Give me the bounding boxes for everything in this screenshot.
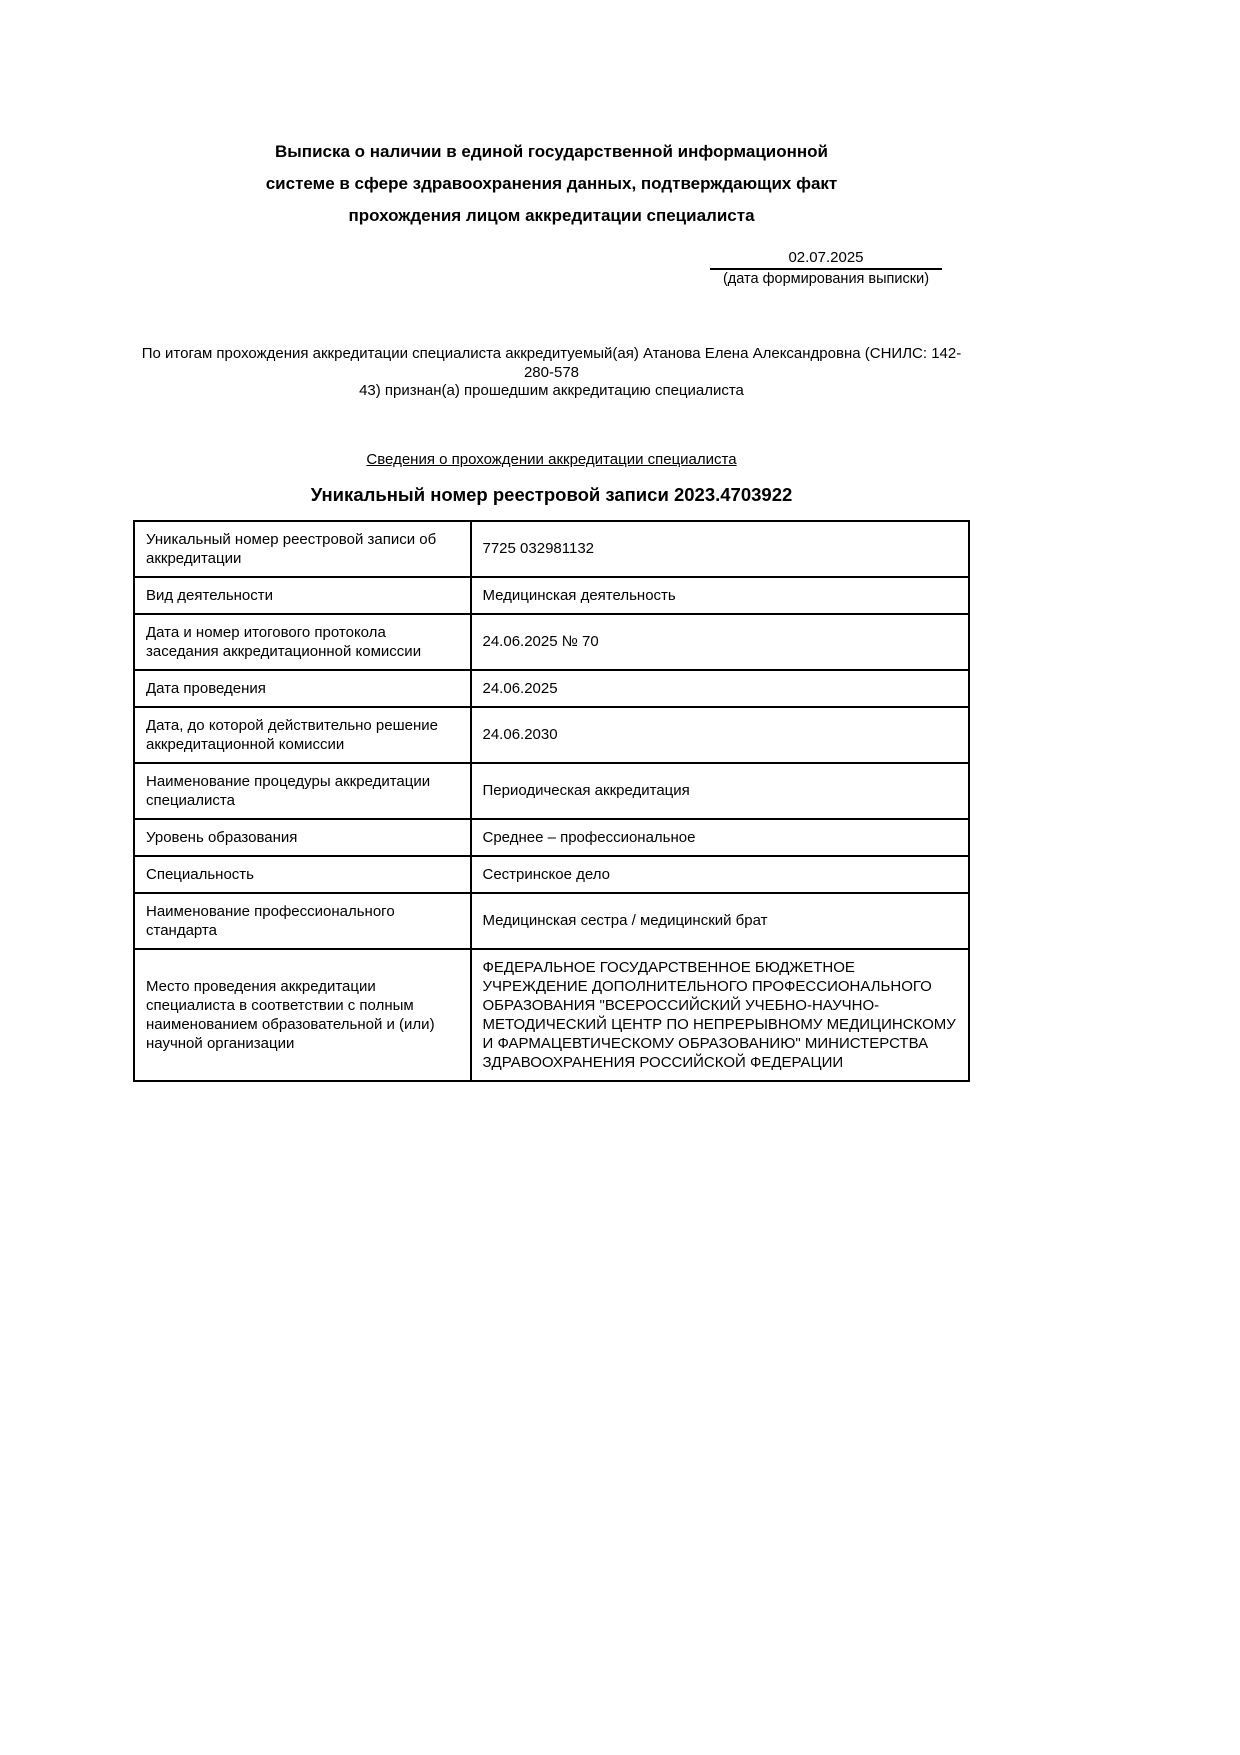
accreditation-table [133,520,970,1082]
row-label: Уровень образования [134,819,471,856]
document-content [133,136,970,1082]
row-label: Наименование профессионального стандарта [134,893,471,949]
registry-number-heading: Уникальный номер реестровой записи 2023.4703922 [310,483,793,505]
formation-date-block [710,249,942,287]
table-row [134,819,969,856]
intro-line-1: По итогам прохождения аккредитации специалиста аккредитуемый(ая) Атанова Елена Александровна (СНИЛС: 142-280-578 [141,345,962,381]
document-title [133,136,970,232]
intro-paragraph [133,345,970,401]
row-label: Наименование процедуры аккредитации специалиста [134,763,471,819]
document-page [0,136,1240,1755]
table-row [134,893,969,949]
table-row [134,614,969,670]
table-row [134,521,969,577]
table-row [134,577,969,614]
row-value: 24.06.2025 [471,670,970,707]
row-value: 24.06.2030 [471,707,970,763]
row-value: ФЕДЕРАЛЬНОЕ ГОСУДАРСТВЕННОЕ БЮДЖЕТНОЕ УЧРЕЖДЕНИЕ ДОПОЛНИТЕЛЬНОГО ПРОФЕССИОНАЛЬНОГО ОБРАЗОВАНИЯ "ВСЕРОССИЙСКИЙ УЧЕБНО-НАУЧНО-МЕТОДИЧЕСКИЙ ЦЕНТР ПО НЕПРЕРЫВНОМУ МЕДИЦИНСКОМУ И ФАРМАЦЕВТИЧЕСКОМУ ОБРАЗОВАНИЮ" МИНИСТЕРСТВА ЗДРАВООХРАНЕНИЯ РОССИЙСКОЙ ФЕДЕРАЦИИ [471,949,970,1081]
document-title-line-1: Выписка о наличии в единой государственной информационной [275,142,828,161]
row-label: Уникальный номер реестровой записи об аккредитации [134,521,471,577]
formation-date: 02.07.2025 [710,249,942,270]
row-label: Вид деятельности [134,577,471,614]
row-value: Медицинская сестра / медицинский брат [471,893,970,949]
row-label: Место проведения аккредитации специалиста в соответствии с полным наименованием образовательной и (или) научной организации [134,949,471,1081]
table-row [134,763,969,819]
row-label: Специальность [134,856,471,893]
row-value: Среднее – профессиональное [471,819,970,856]
section-heading: Сведения о прохождении аккредитации специалиста [366,450,737,468]
row-label: Дата проведения [134,670,471,707]
row-label: Дата и номер итогового протокола заседания аккредитационной комиссии [134,614,471,670]
document-title-line-2: системе в сфере здравоохранения данных, подтверждающих факт [265,174,838,193]
formation-date-caption: (дата формирования выписки) [722,271,930,287]
table-row [134,856,969,893]
table-row [134,949,969,1081]
document-title-line-3: прохождения лицом аккредитации специалиста [348,206,755,225]
row-value: 24.06.2025 № 70 [471,614,970,670]
row-value: Периодическая аккредитация [471,763,970,819]
table-row [134,670,969,707]
row-value: 7725 032981132 [471,521,970,577]
row-label: Дата, до которой действительно решение аккредитационной комиссии [134,707,471,763]
intro-line-2: 43) признан(а) прошедшим аккредитацию специалиста [359,382,744,399]
table-row [134,707,969,763]
row-value: Медицинская деятельность [471,577,970,614]
row-value: Сестринское дело [471,856,970,893]
